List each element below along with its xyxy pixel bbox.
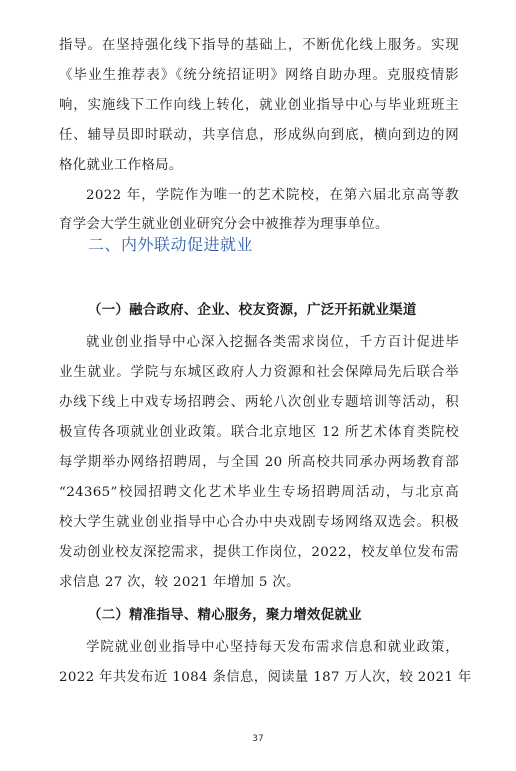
- page-number: 37: [252, 734, 264, 744]
- body-text-line: 指导。在坚持强化线下指导的基础上，不断优化线上服务。实现: [59, 38, 459, 53]
- subsection-heading: （二）精准指导、精心服务，聚力增效促就业: [88, 607, 362, 623]
- body-text-line: 求信息 27 次，较 2021 年增加 5 次。: [59, 575, 300, 590]
- body-text-line: “24365”校园招聘文化艺术毕业生专场招聘周活动，与北京高: [59, 485, 459, 500]
- body-text-line: 极宣传各项就业创业政策。联合北京地区 12 所艺术体育类院校: [59, 425, 459, 440]
- body-text-line: 发动创业校友深挖需求，提供工作岗位，2022，校友单位发布需: [59, 545, 459, 560]
- body-text-line: 育学会大学生就业创业研究分会中被推荐为理事单位。: [59, 217, 389, 232]
- section-heading: 二、内外联动促进就业: [88, 235, 254, 254]
- body-text-line: 就业创业指导中心深入挖掘各类需求岗位，千方百计促进毕: [86, 335, 459, 350]
- body-text-line: 校大学生就业创业指导中心合办中央戏剧专场网络双选会。积极: [59, 515, 459, 530]
- body-text-line: 2022 年共发布近 1084 条信息，阅读量 187 万人次，较 2021 年: [59, 670, 472, 685]
- body-text-line: 《毕业生推荐表》《统分统招证明》网络自助办理。克服疫情影: [59, 68, 459, 83]
- body-text-line: 任、辅导员即时联动，共享信息，形成纵向到底，横向到边的网: [59, 128, 459, 143]
- subsection-heading: （一）融合政府、企业、校友资源，广泛开拓就业渠道: [88, 302, 417, 318]
- body-text-line: 每学期举办网络招聘周，与全国 20 所高校共同承办两场教育部: [59, 455, 459, 470]
- body-text-line: 2022 年，学院作为唯一的艺术院校，在第六届北京高等教: [86, 188, 459, 203]
- body-text-line: 响，实施线下工作向线上转化，就业创业指导中心与毕业班班主: [59, 98, 459, 113]
- body-text-line: 办线下线上中戏专场招聘会、两轮八次创业专题培训等活动，积: [59, 395, 459, 410]
- body-text-line: 格化就业工作格局。: [59, 158, 183, 173]
- body-text-line: 业生就业。学院与东城区政府人力资源和社会保障局先后联合举: [59, 365, 459, 380]
- body-text-line: 学院就业创业指导中心坚持每天发布需求信息和就业政策，: [86, 640, 459, 655]
